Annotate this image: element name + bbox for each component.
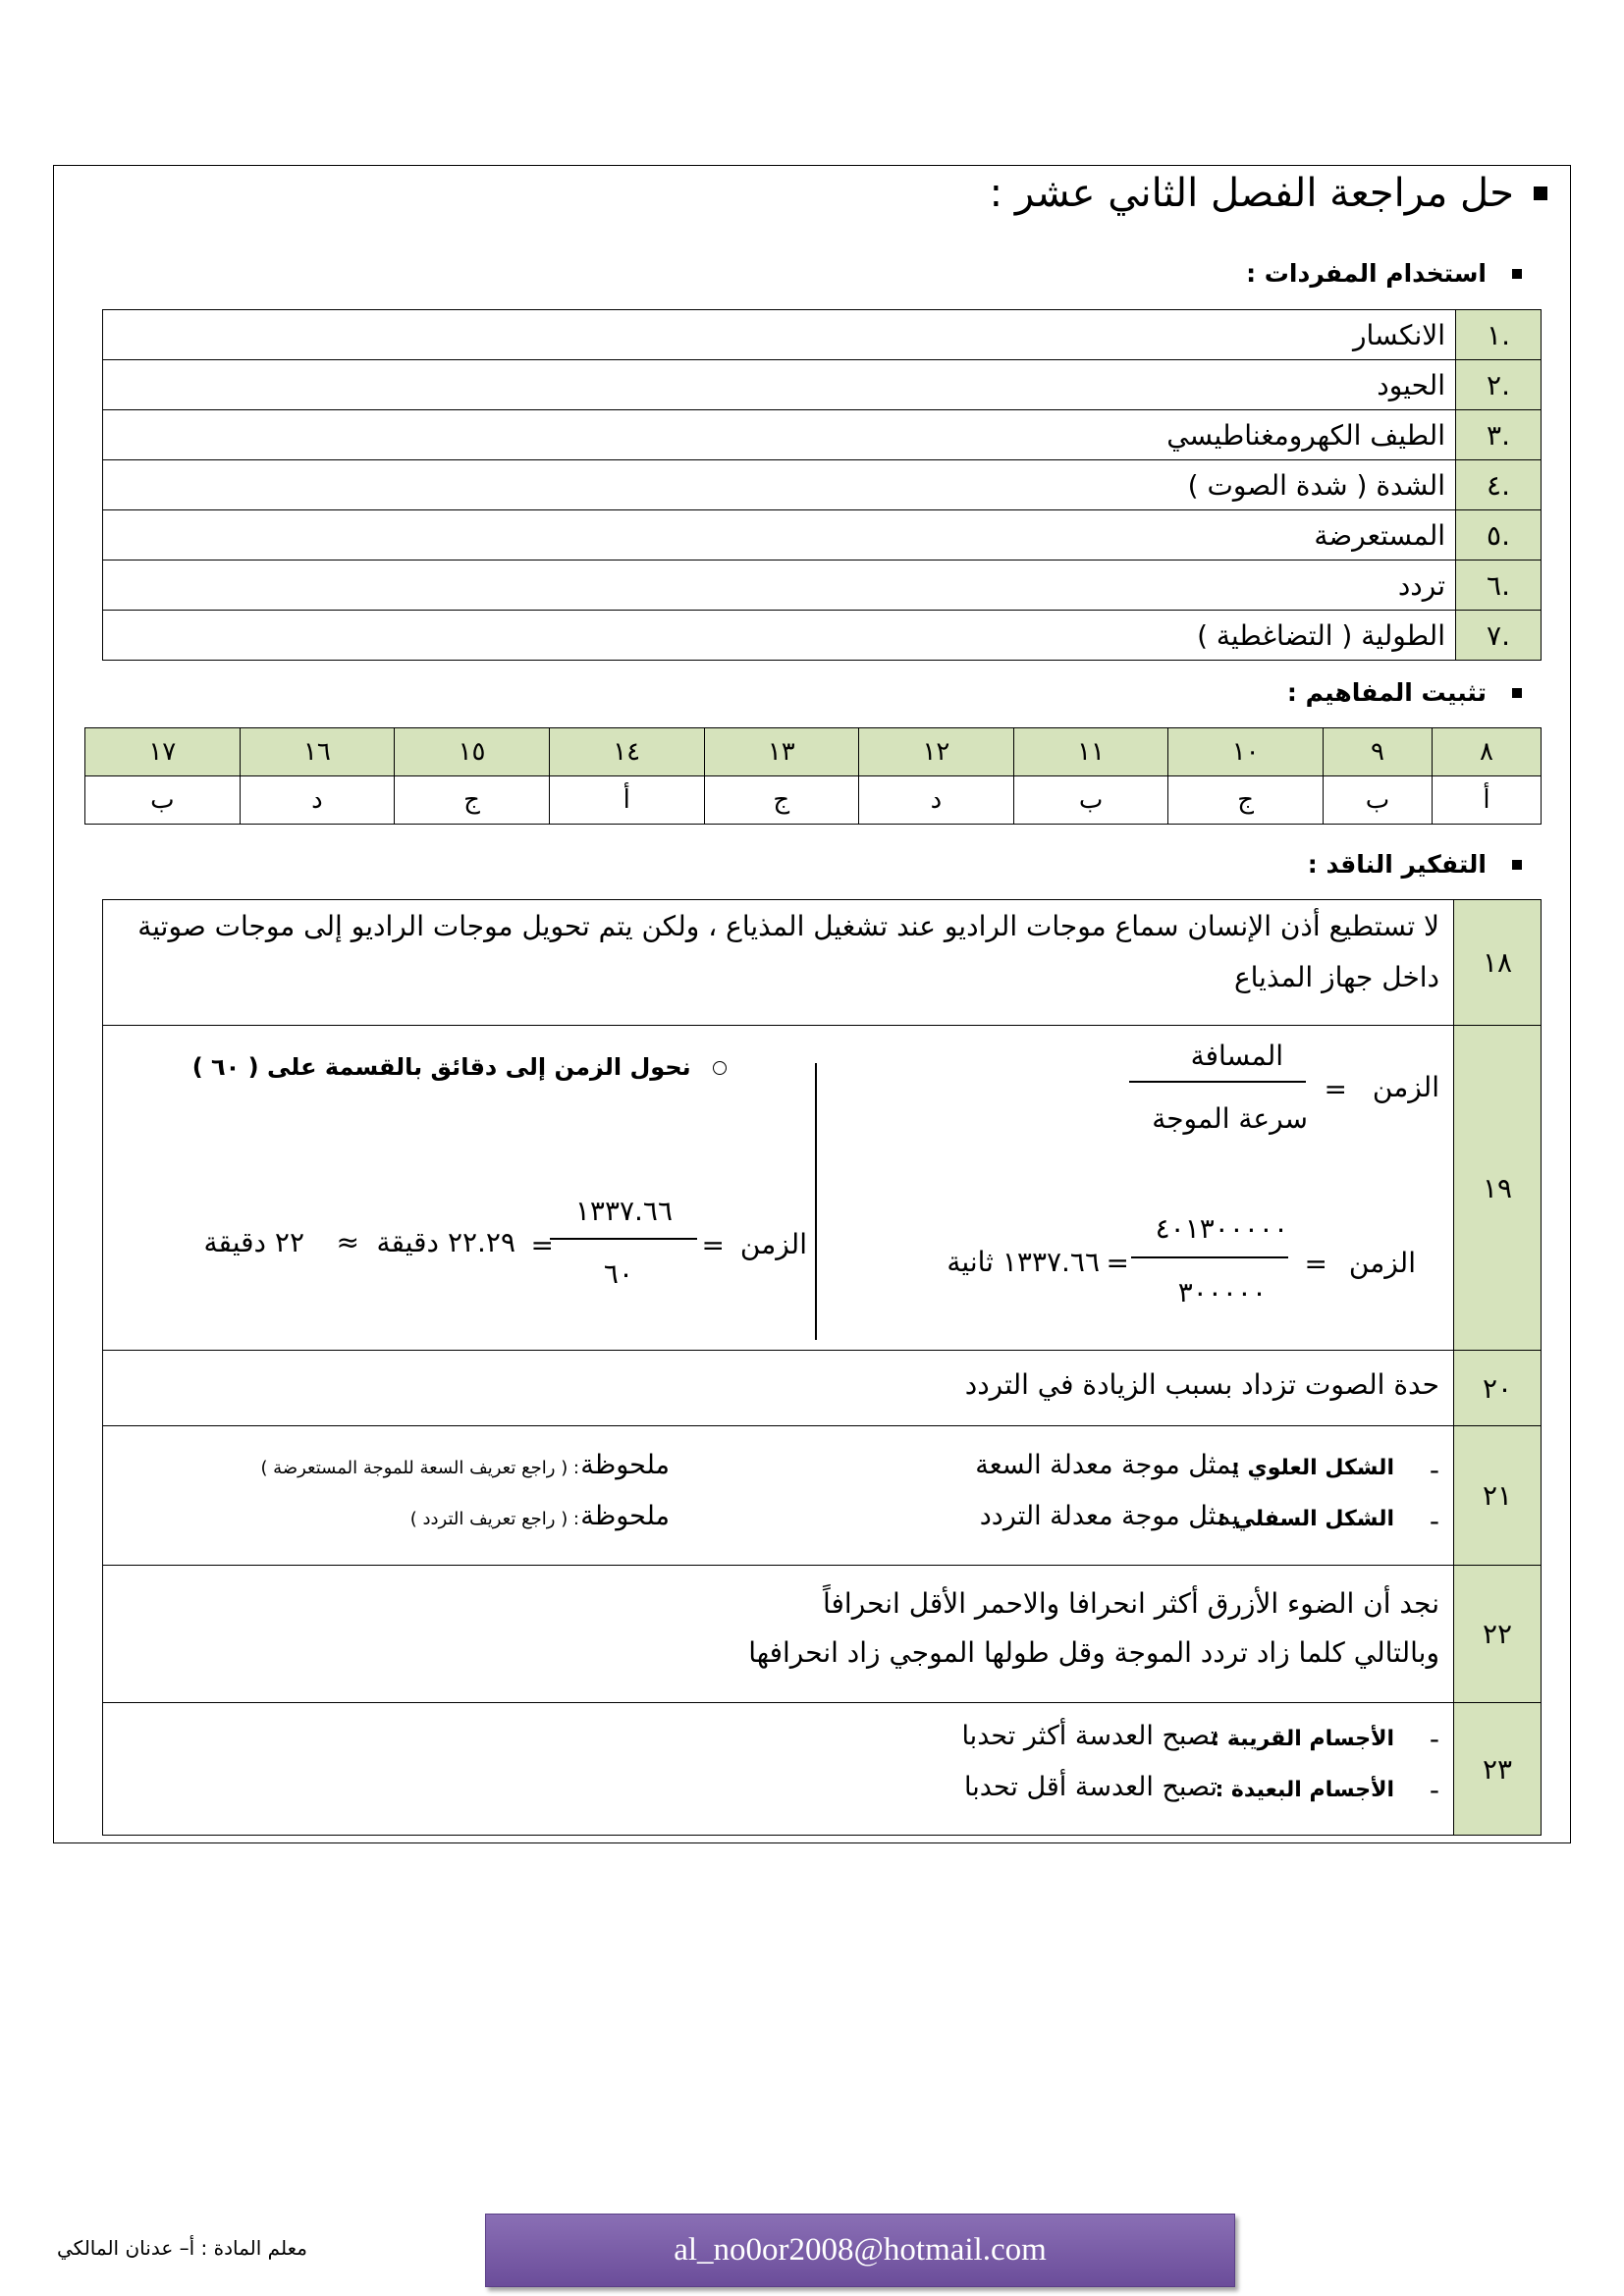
- result-value: ١٣٣٧.٦٦ ثانية: [947, 1246, 1100, 1278]
- concepts-table: [84, 727, 1542, 825]
- answer-cell: [103, 1426, 1454, 1566]
- answer-text: تصبح العدسة أقل تحدبا: [964, 1772, 1218, 1802]
- question-number: ٢٠: [1454, 1351, 1542, 1426]
- vocab-number: ٤.: [1456, 460, 1542, 510]
- bullet-square-icon: [1534, 187, 1547, 200]
- concepts-number-row: [85, 728, 1542, 776]
- fraction-numerator: ٤٠١٣٠٠٠٠٠: [1155, 1212, 1288, 1245]
- concept-answer: أ: [1433, 776, 1542, 825]
- equals-sign: =: [530, 1229, 554, 1261]
- question-row-18: [103, 900, 1542, 1026]
- answer-line: وبالتالي كلما زاد تردد الموجة وقل طولها الموجي زاد انحرافها: [748, 1636, 1439, 1669]
- vocab-row: [103, 410, 1542, 460]
- label-near-objects: الأجسام القريبة :: [1211, 1727, 1394, 1751]
- email-banner: [485, 2214, 1235, 2287]
- fraction-bar: [1129, 1081, 1306, 1083]
- concept-number: ١١: [1013, 728, 1168, 776]
- question-number: ٢٣: [1454, 1703, 1542, 1836]
- equals-sign: =: [701, 1229, 725, 1261]
- answer-text: يمثل موجة معدلة التردد: [979, 1501, 1239, 1531]
- vocab-number: ١.: [1456, 310, 1542, 360]
- vertical-separator: [815, 1063, 817, 1340]
- note-label: ملحوظة: [580, 1501, 670, 1531]
- time-label: الزمن: [1372, 1071, 1439, 1103]
- question-row-19: [103, 1026, 1542, 1351]
- fraction-denominator: ٦٠: [603, 1257, 633, 1290]
- concept-answer: د: [240, 776, 395, 825]
- vocab-term: الطيف الكهرومغناطيسي: [103, 410, 1456, 460]
- dash: -: [1429, 1774, 1439, 1806]
- concept-number: ١٤: [549, 728, 704, 776]
- email-link[interactable]: al_no0or2008@hotmail.com: [674, 2232, 1047, 2268]
- vocab-term: الطولية ( التضاغطية ): [103, 611, 1456, 661]
- answer-line: داخل جهاز المذياع: [1233, 961, 1439, 993]
- concept-number: ١٧: [85, 728, 241, 776]
- vocab-term: الشدة ( شدة الصوت ): [103, 460, 1456, 510]
- approx-sign: ≈: [336, 1226, 359, 1258]
- dash: -: [1429, 1723, 1439, 1755]
- fraction-denominator: سرعة الموجة: [1152, 1102, 1308, 1135]
- label-far-objects: الأجسام البعيدة :: [1215, 1778, 1394, 1802]
- question-number: ٢٢: [1454, 1566, 1542, 1703]
- vocab-term: المستعرضة: [103, 510, 1456, 561]
- note-text: : ( راجع تعريف السعة للموجة المستعرضة ): [260, 1458, 579, 1478]
- answer-cell: [103, 1566, 1454, 1703]
- concept-number: ١٦: [240, 728, 395, 776]
- teacher-name: معلم المادة : أ– عدنان المالكي: [57, 2236, 307, 2260]
- vocab-row: [103, 611, 1542, 661]
- time-label: الزمن: [739, 1228, 807, 1260]
- dash: -: [1429, 1505, 1439, 1537]
- vocab-number: ٦.: [1456, 561, 1542, 611]
- fraction-bar: [1131, 1256, 1288, 1258]
- section-concepts: [1287, 678, 1522, 707]
- question-number: ١٩: [1454, 1026, 1542, 1351]
- vocab-number: ٥.: [1456, 510, 1542, 561]
- section-title: استخدام المفردات :: [1246, 259, 1487, 288]
- vocab-row: [103, 360, 1542, 410]
- fraction-numerator: المسافة: [1190, 1040, 1283, 1072]
- concept-number: ١٢: [859, 728, 1014, 776]
- equals-sign: =: [1304, 1248, 1327, 1280]
- concept-number: ١٣: [704, 728, 859, 776]
- vocab-term: الانكسار: [103, 310, 1456, 360]
- vocab-row: [103, 310, 1542, 360]
- answer-cell: [103, 900, 1454, 1026]
- concepts-answer-row: [85, 776, 1542, 825]
- label-bottom-figure: الشكل السفلي :: [1218, 1507, 1394, 1531]
- answer-cell: [103, 1351, 1454, 1426]
- equals-sign: =: [1324, 1073, 1347, 1105]
- answer-line: نجد أن الضوء الأزرق أكثر انحرافا والاحمر الأقل انحرافاً: [823, 1587, 1439, 1620]
- concept-number: ١٠: [1168, 728, 1324, 776]
- question-row-20: [103, 1351, 1542, 1426]
- answer-line: لا تستطيع أذن الإنسان سماع موجات الراديو عند تشغيل المذياع ، ولكن يتم تحويل موجات الراديو إلى موجات صوتية: [137, 910, 1439, 942]
- concept-answer: ج: [704, 776, 859, 825]
- vocab-row: [103, 510, 1542, 561]
- bullet-square-icon: [1512, 860, 1522, 870]
- answer-cell: [103, 1703, 1454, 1836]
- fraction-denominator: ٣٠٠٠٠٠: [1177, 1276, 1267, 1308]
- answer-cell: [103, 1026, 1454, 1351]
- vocab-term: تردد: [103, 561, 1456, 611]
- answer-text: يمثل موجة معدلة السعة: [975, 1450, 1239, 1480]
- concept-answer: ب: [1324, 776, 1433, 825]
- concept-answer: أ: [549, 776, 704, 825]
- note-text: نحول الزمن إلى دقائق بالقسمة على ( ٦٠ ): [191, 1053, 691, 1081]
- time-label: الزمن: [1348, 1247, 1416, 1279]
- concept-number: ١٥: [395, 728, 550, 776]
- concept-answer: د: [859, 776, 1014, 825]
- note-text: : ( راجع تعريف التردد ): [409, 1509, 579, 1529]
- answer-line: حدة الصوت تزداد بسبب الزيادة في التردد: [964, 1368, 1439, 1401]
- title-text: حل مراجعة الفصل الثاني عشر :: [989, 171, 1514, 216]
- conversion-note: [192, 1053, 727, 1081]
- vocab-term: الحيود: [103, 360, 1456, 410]
- bullet-square-icon: [1512, 688, 1522, 698]
- vocab-row: [103, 460, 1542, 510]
- question-row-21: [103, 1426, 1542, 1566]
- concept-number: ٩: [1324, 728, 1433, 776]
- question-number: ٢١: [1454, 1426, 1542, 1566]
- question-number: ١٨: [1454, 900, 1542, 1026]
- equals-sign: =: [1106, 1247, 1129, 1279]
- concept-answer: ب: [85, 776, 241, 825]
- vocab-number: ٢.: [1456, 360, 1542, 410]
- vocab-number: ٣.: [1456, 410, 1542, 460]
- page-title: [990, 171, 1547, 216]
- label-top-figure: الشكل العلوي :: [1231, 1456, 1394, 1480]
- concept-answer: ج: [395, 776, 550, 825]
- section-critical: [1308, 850, 1522, 879]
- bullet-square-icon: [1512, 269, 1522, 279]
- section-vocabulary: [1246, 259, 1522, 288]
- section-title: التفكير الناقد :: [1307, 850, 1487, 879]
- concept-answer: ب: [1013, 776, 1168, 825]
- vocabulary-table: [102, 309, 1542, 661]
- fraction-bar: [550, 1238, 697, 1240]
- concept-number: ٨: [1433, 728, 1542, 776]
- question-row-22: [103, 1566, 1542, 1703]
- critical-thinking-table: [102, 899, 1542, 1836]
- concept-answer: ج: [1168, 776, 1324, 825]
- fraction-numerator: ١٣٣٧.٦٦: [574, 1195, 673, 1227]
- vocab-row: [103, 561, 1542, 611]
- answer-text: تصبح العدسة أكثر تحدبا: [961, 1721, 1218, 1751]
- result-minutes: ٢٢.٢٩ دقيقة: [376, 1226, 515, 1258]
- section-title: تثبيت المفاهيم :: [1286, 678, 1487, 707]
- final-result: ٢٢ دقيقة: [203, 1226, 304, 1258]
- vocab-number: ٧.: [1456, 611, 1542, 661]
- circle-bullet-icon: [713, 1061, 727, 1075]
- dash: -: [1429, 1454, 1439, 1486]
- question-row-23: [103, 1703, 1542, 1836]
- note-label: ملحوظة: [580, 1450, 670, 1480]
